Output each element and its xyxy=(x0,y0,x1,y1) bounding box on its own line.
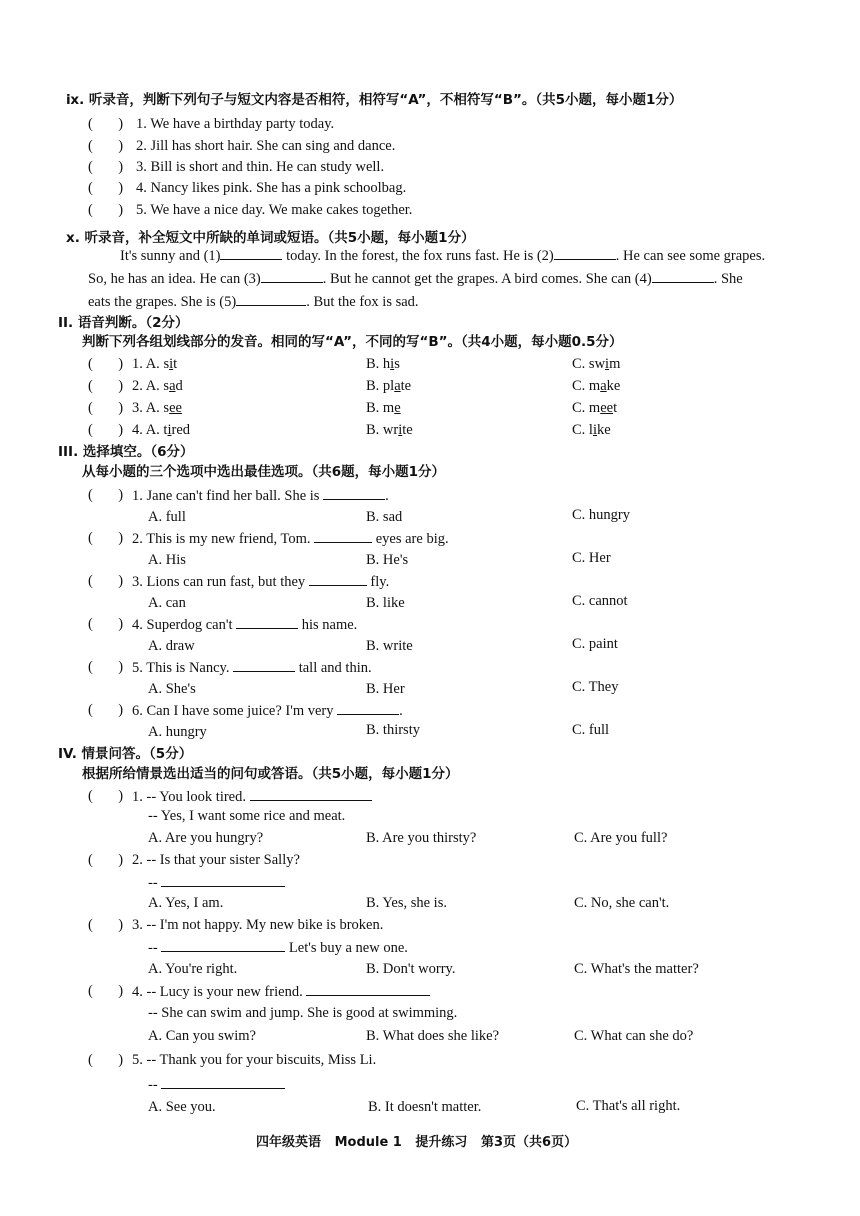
statement: 2. Jill has short hair. She can sing and dance. xyxy=(136,138,396,154)
option-a: A. Can you swim? xyxy=(148,1028,256,1044)
answer-blank[interactable] xyxy=(323,485,385,500)
section-iii-heading: III. 选择填空。（6分） xyxy=(58,444,194,460)
option-a: A. You're right. xyxy=(148,961,238,977)
answer-paren: ( ) xyxy=(88,378,124,394)
statement: 4. Nancy likes pink. She has a pink schoolbag. xyxy=(136,180,407,196)
option-b: B. thirsty xyxy=(366,722,420,738)
fill-blank-2[interactable] xyxy=(554,245,616,260)
phonics-option-b: B. me xyxy=(366,400,401,416)
fill-blank-1[interactable] xyxy=(220,245,282,260)
passage-line-1 xyxy=(120,245,765,266)
dialogue-question: 2. -- Is that your sister Sally? xyxy=(132,852,300,868)
answer-blank[interactable] xyxy=(314,528,372,543)
option-c: C. full xyxy=(572,722,610,738)
option-a: A. Are you hungry? xyxy=(148,830,264,846)
section-iv-instruction: 根据所给情景选出适当的问句或答语。（共5小题，每小题1分） xyxy=(82,766,459,782)
section-iv-heading: IV. 情景问答。（5分） xyxy=(58,746,193,762)
question: 2. This is my new friend, Tom. eyes are big. xyxy=(132,528,449,549)
phonics-option-b: B. his xyxy=(366,356,400,372)
passage-line-2 xyxy=(88,268,743,289)
passage-text: today. In the forest, the fox runs fast. He is (2) xyxy=(286,248,554,264)
option-c: C. hungry xyxy=(572,507,630,523)
option-c: C. They xyxy=(572,679,619,695)
option-b: B. Don't worry. xyxy=(366,961,456,977)
section-iii-instruction: 从每小题的三个选项中选出最佳选项。（共6题，每小题1分） xyxy=(82,464,446,480)
answer-paren: ( ) xyxy=(88,116,124,132)
answer-paren: ( ) xyxy=(88,983,124,999)
dialogue-reply: -- Let's buy a new one. xyxy=(148,937,408,958)
option-a: A. can xyxy=(148,595,186,611)
option-a: A. She's xyxy=(148,681,196,697)
option-b: B. It doesn't matter. xyxy=(368,1099,482,1115)
answer-blank[interactable] xyxy=(236,614,298,629)
dialogue-question: 5. -- Thank you for your biscuits, Miss Li. xyxy=(132,1052,377,1068)
option-a: A. Yes, I am. xyxy=(148,895,224,911)
answer-paren: ( ) xyxy=(88,356,124,372)
option-a: A. draw xyxy=(148,638,195,654)
answer-paren: ( ) xyxy=(88,180,124,196)
section-ix-heading: ⅸ. 听录音，判断下列句子与短文内容是否相符，相符写“A”，不相符写“B”。（共5小题，每小题1分） xyxy=(66,92,683,108)
question: 6. Can I have some juice? I'm very . xyxy=(132,700,403,721)
option-c: C. That's all right. xyxy=(576,1098,681,1114)
answer-paren: ( ) xyxy=(88,852,124,868)
passage-text: So, he has an idea. He can (3) xyxy=(88,271,261,287)
answer-paren: ( ) xyxy=(88,616,124,632)
option-b: B. Yes, she is. xyxy=(366,895,447,911)
passage-text: eats the grapes. She is (5) xyxy=(88,294,237,310)
answer-paren: ( ) xyxy=(88,159,124,175)
answer-blank[interactable] xyxy=(306,981,430,996)
phonics-option-a: 1. A. sit xyxy=(132,356,178,372)
page-footer: 四年级英语 Module 1 提升练习 第3页（共6页） xyxy=(256,1135,578,1150)
option-b: B. write xyxy=(366,638,413,654)
option-c: C. What's the matter? xyxy=(574,961,699,977)
passage-text: . But the fox is sad. xyxy=(306,294,419,310)
answer-blank[interactable] xyxy=(233,657,295,672)
statement: 3. Bill is short and thin. He can study well. xyxy=(136,159,385,175)
option-c: C. cannot xyxy=(572,593,628,609)
dialogue-question: 3. -- I'm not happy. My new bike is broken. xyxy=(132,917,384,933)
fill-blank-5[interactable] xyxy=(236,291,306,306)
dialogue-question: 4. -- Lucy is your new friend. xyxy=(132,981,430,1002)
answer-paren: ( ) xyxy=(88,487,124,503)
section-ii-heading: II. 语音判断。（2分） xyxy=(58,315,189,331)
answer-blank[interactable] xyxy=(161,937,285,952)
answer-blank[interactable] xyxy=(161,872,285,887)
option-a: A. hungry xyxy=(148,724,207,740)
option-b: B. like xyxy=(366,595,405,611)
passage-text: It's sunny and (1) xyxy=(120,248,221,264)
phonics-option-c: C. make xyxy=(572,378,621,394)
fill-blank-4[interactable] xyxy=(652,268,714,283)
dialogue-reply: -- xyxy=(148,872,285,893)
fill-blank-3[interactable] xyxy=(261,268,323,283)
statement: 5. We have a nice day. We make cakes together. xyxy=(136,202,413,218)
answer-paren: ( ) xyxy=(88,1052,124,1068)
dialogue-reply: -- Yes, I want some rice and meat. xyxy=(148,808,346,824)
question: 3. Lions can run fast, but they fly. xyxy=(132,571,389,592)
phonics-option-b: B. write xyxy=(366,422,413,438)
option-b: B. He's xyxy=(366,552,409,568)
question: 5. This is Nancy. tall and thin. xyxy=(132,657,372,678)
option-a: A. His xyxy=(148,552,186,568)
answer-paren: ( ) xyxy=(88,530,124,546)
option-c: C. Her xyxy=(572,550,611,566)
answer-paren: ( ) xyxy=(88,917,124,933)
phonics-option-a: 4. A. tired xyxy=(132,422,190,438)
option-a: A. See you. xyxy=(148,1099,216,1115)
passage-text: . He can see some grapes. xyxy=(615,248,766,264)
phonics-option-a: 3. A. see xyxy=(132,400,182,416)
passage-text: . But he cannot get the grapes. A bird comes. She can (4) xyxy=(322,271,652,287)
answer-paren: ( ) xyxy=(88,788,124,804)
option-c: C. What can she do? xyxy=(574,1028,694,1044)
phonics-option-c: C. swim xyxy=(572,356,621,372)
answer-paren: ( ) xyxy=(88,202,124,218)
answer-blank[interactable] xyxy=(250,786,372,801)
question: 4. Superdog can't his name. xyxy=(132,614,357,635)
answer-paren: ( ) xyxy=(88,573,124,589)
option-b: B. What does she like? xyxy=(366,1028,500,1044)
answer-paren: ( ) xyxy=(88,422,124,438)
answer-paren: ( ) xyxy=(88,400,124,416)
statement: 1. We have a birthday party today. xyxy=(136,116,335,132)
option-a: A. full xyxy=(148,509,186,525)
answer-paren: ( ) xyxy=(88,659,124,675)
answer-blank[interactable] xyxy=(337,700,399,715)
section-ii-instruction: 判断下列各组划线部分的发音。相同的写“A”，不同的写“B”。（共4小题，每小题0.5分） xyxy=(82,334,623,350)
answer-blank[interactable] xyxy=(309,571,367,586)
phonics-option-c: C. like xyxy=(572,422,611,438)
dialogue-reply: -- She can swim and jump. She is good at swimming. xyxy=(148,1005,458,1021)
answer-blank[interactable] xyxy=(161,1074,285,1089)
option-b: B. Her xyxy=(366,681,405,697)
phonics-option-b: B. plate xyxy=(366,378,412,394)
passage-line-3 xyxy=(88,291,419,312)
phonics-option-a: 2. A. sad xyxy=(132,378,183,394)
passage-text: . She xyxy=(713,271,743,287)
option-b: B. sad xyxy=(366,509,403,525)
answer-paren: ( ) xyxy=(88,702,124,718)
section-x-heading: x. 听录音，补全短文中所缺的单词或短语。（共5小题，每小题1分） xyxy=(66,230,475,246)
option-c: C. paint xyxy=(572,636,618,652)
option-c: C. No, she can't. xyxy=(574,895,670,911)
answer-paren: ( ) xyxy=(88,138,124,154)
dialogue-question: 1. -- You look tired. xyxy=(132,786,372,807)
phonics-option-c: C. meet xyxy=(572,400,618,416)
option-b: B. Are you thirsty? xyxy=(366,830,477,846)
question: 1. Jane can't find her ball. She is . xyxy=(132,485,389,506)
option-c: C. Are you full? xyxy=(574,830,668,846)
dialogue-reply: -- xyxy=(148,1074,285,1095)
